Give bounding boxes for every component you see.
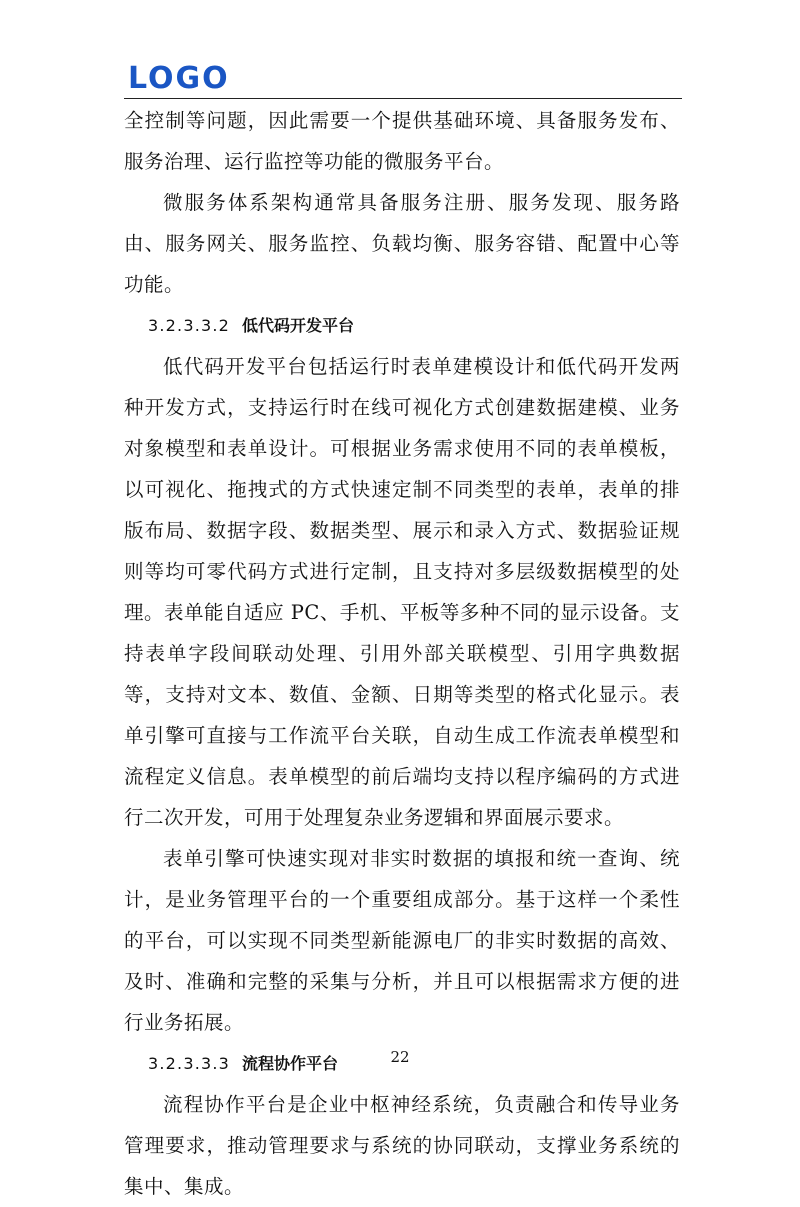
paragraph-4: 表单引擎可快速实现对非实时数据的填报和统一查询、统计，是业务管理平台的一个重要组成部分。基于这样一个柔性的平台，可以实现不同类型新能源电厂的非实时数据的高效、及时、准确和完整的采集与分析，并且可以根据需求方便的进行业务拓展。 [124, 847, 680, 1034]
page-header [124, 60, 682, 102]
paragraph-5: 流程协作平台是企业中枢神经系统，负责融合和传导业务管理要求，推动管理要求与系统的协同联动，支撑业务系统的集中、集成。 [124, 1093, 680, 1198]
page-number: 22 [390, 1048, 410, 1066]
body-text [124, 100, 680, 1207]
section-title: 流程协作平台 [242, 1054, 339, 1073]
logo: LOGO [128, 61, 230, 96]
paragraph-3: 低代码开发平台包括运行时表单建模设计和低代码开发两种开发方式，支持运行时在线可视化方式创建数据建模、业务对象模型和表单设计。可根据业务需求使用不同的表单模板，以可视化、拖拽式的方式快速定制不同类型的表单，表单的排版布局、数据字段、数据类型、展示和录入方式、数据验证规则等均可零代码方式进行定制，且支持对多层级数据模型的处理。表单能自适应 PC、手机、平板等多种不同的显示设备。支持表单字段间联动处理、引用外部关联模型、引用字典数据等，支持对文本、数值、金额、日期等类型的格式化显示。表单引擎可直接与工作流平台关联，自动生成工作流表单模型和流程定义信息。表单模型的前后端均支持以程序编码的方式进行二次开发，可用于处理复杂业务逻辑和界面展示要求。 [124, 355, 680, 829]
paragraph-1: 全控制等问题，因此需要一个提供基础环境、具备服务发布、服务治理、运行监控等功能的微服务平台。 [124, 109, 680, 173]
section-heading-low-code [148, 305, 680, 346]
header-rule [124, 98, 682, 99]
section-title: 低代码开发平台 [242, 316, 355, 335]
paragraph-2: 微服务体系架构通常具备服务注册、服务发现、服务路由、服务网关、服务监控、负载均衡、服务容错、配置中心等功能。 [124, 191, 680, 296]
section-number: 3.2.3.3.2 [148, 316, 231, 335]
section-number: 3.2.3.3.3 [148, 1054, 231, 1073]
